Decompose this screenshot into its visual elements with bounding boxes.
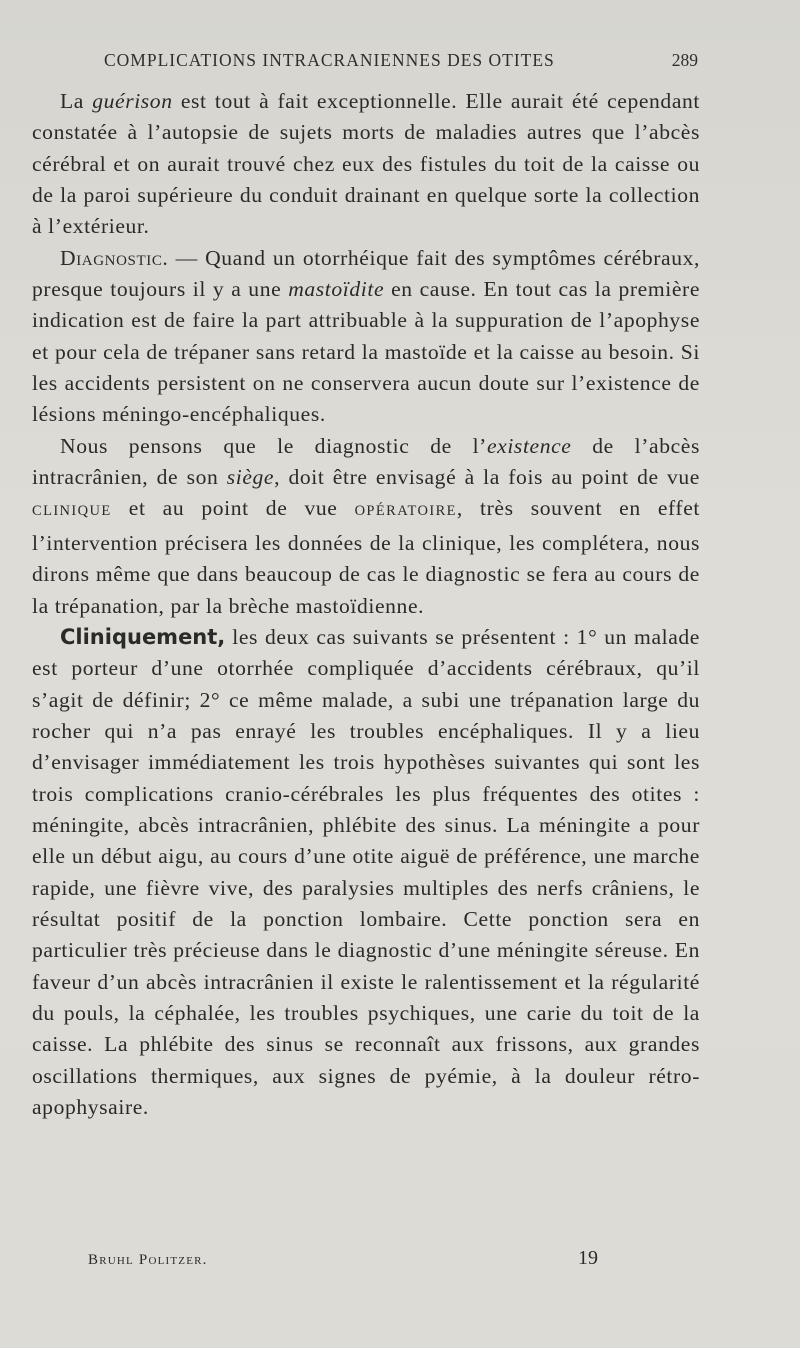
printer-signature: Bruhl Politzer. xyxy=(88,1252,208,1268)
section-lead-cliniquement: Cliniquement, xyxy=(60,624,226,649)
italic-term: guérison xyxy=(92,89,173,113)
running-header xyxy=(104,50,698,71)
page-number: 289 xyxy=(671,50,698,70)
page-body xyxy=(32,86,700,1123)
paragraph-cliniquement xyxy=(32,622,700,1124)
paragraph-existence xyxy=(32,431,700,622)
text-run: , très souvent en effet l’intervention précisera les données de la clinique, les complétera, nous dirons même que dans beaucoup de cas le diagnostic se fera au cours de la trépanation, par la brèche mastoïdienne. xyxy=(32,496,700,618)
text-run: est tout à fait exceptionnelle. Elle aurait été cependant constatée à l’autopsie de sujets morts de maladies autres que l’abcès cérébral et on aurait trouvé chez eux des fistules du toit de la caisse ou de la paroi supérieure du conduit drainant en quelque sorte la collection à l’extérieur. xyxy=(32,89,700,239)
section-heading-diagnostic: Diagnostic. xyxy=(60,245,169,270)
text-run: — Quand un otorrhéique fait des symptômes cérébraux, presque toujours il y a une xyxy=(32,245,700,302)
paragraph-diagnostic xyxy=(32,243,700,431)
signature-number: 19 xyxy=(578,1247,598,1269)
page-footer xyxy=(88,1247,598,1270)
italic-term: existence xyxy=(486,433,572,458)
italic-term: siège xyxy=(226,465,275,490)
text-run: La xyxy=(60,89,93,113)
text-run: les deux cas suivants se présentent : 1° un malade est porteur d’une otorrhée compliquée d’accidents cérébraux, qu’il s’agit de définir; 2° ce même malade, a subi une trépanation large du rocher qui n’a pas enrayé les troubles encéphaliques. Il y a lieu d’envisager immédiatement les trois hypothèses suivantes qui sont les trois complications cranio-cérébrales les plus fréquentes des otites : méningite, abcès intracrânien, phlébite des sinus. La méningite a pour elle un début aigu, au cours d’une otite aiguë de préférence, une marche rapide, une fièvre vive, des paralysies multiples des nerfs crâniens, le résultat positif de la ponction lombaire. Cette ponction sera en particulier très précieuse dans le diagnostic d’une méningite séreuse. En faveur d’un abcès intracrânien il existe le ralentissement et la régularité du pouls, la céphalée, les troubles psychiques, une carie du toit de la caisse. La phlébite des sinus se reconnaît aux frissons, aux grandes oscillations thermiques, aux signes de pyémie, à la douleur rétro-apophysaire. xyxy=(32,624,700,1119)
text-run: Nous pensons que le diagnostic de l’ xyxy=(60,433,487,458)
text-run: , doit être envisagé à la fois au point de vue xyxy=(274,465,700,490)
text-run: en cause. En tout cas la première indication est de faire la part attribuable à la suppuration de l’apophyse et pour cela de trépaner sans retard la mastoïde et la caisse au besoin. Si les accidents persistent on ne conservera aucun doute sur l’existence de lésions méningo-encéphaliques. xyxy=(32,277,701,427)
italic-term: mastoïdite xyxy=(288,277,385,302)
text-run: et au point de vue xyxy=(111,496,355,521)
paragraph-guerison xyxy=(32,86,700,243)
small-caps-term: CLINIQUE xyxy=(32,503,112,520)
text-run: de l’abcès intracrânien, de son xyxy=(32,433,700,490)
running-title: COMPLICATIONS INTRACRANIENNES DES OTITES xyxy=(104,50,555,70)
small-caps-term: OPÉRATOIRE xyxy=(354,503,457,520)
